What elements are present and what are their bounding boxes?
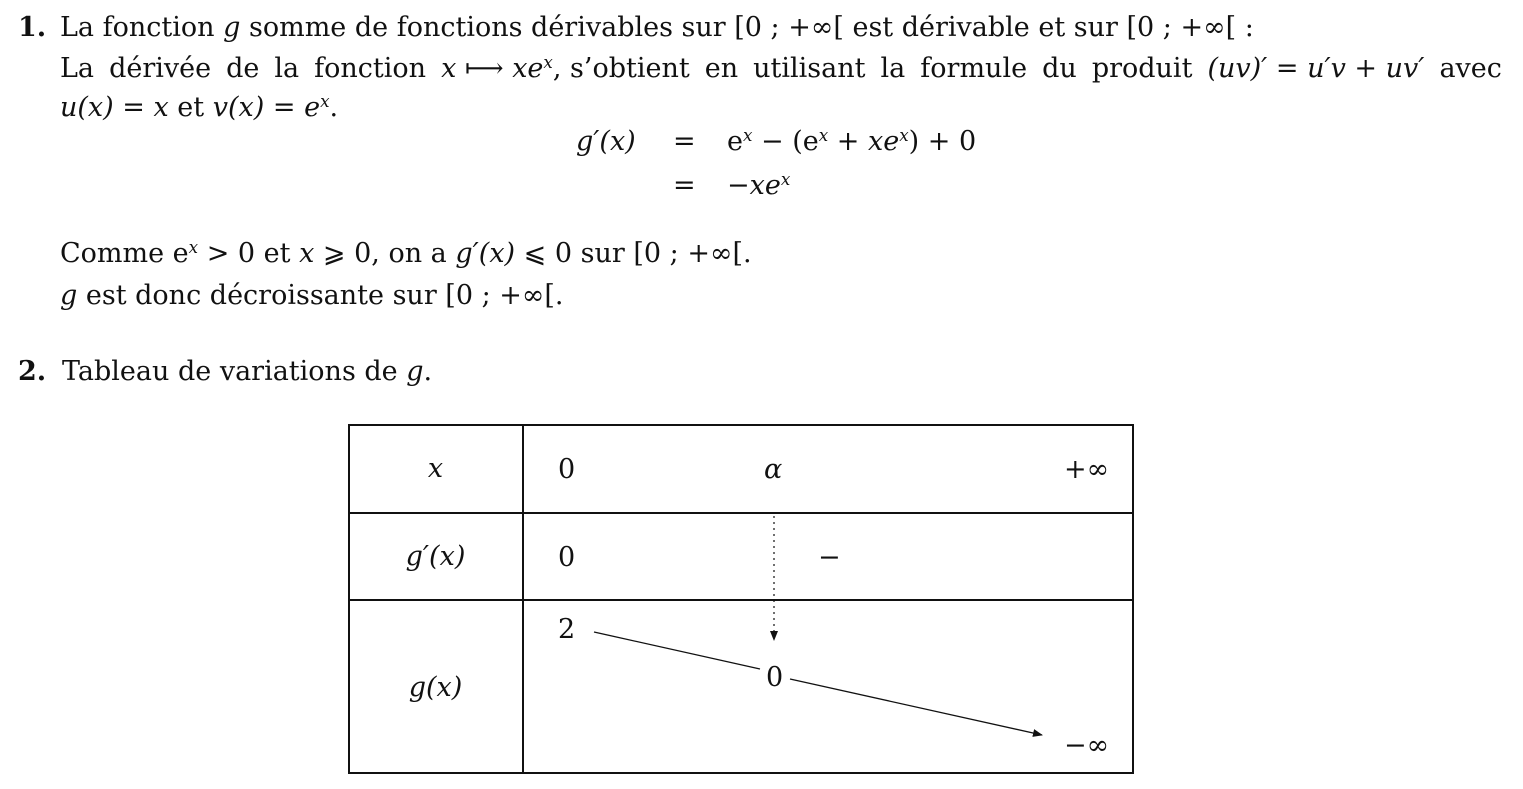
q1-line1: La fonction g somme de fonctions dérivables sur [0 ; +∞[ est dérivable et sur [0 ; +∞[ : [60, 12, 1254, 43]
q1-conclusion-1: Comme $e^x > 0$ et x ⩾ 0, on a g′(x) ⩽ 0 sur [0 ; +∞[. [60, 236, 752, 269]
x-value-zero: 0 [558, 454, 576, 485]
g-value-at-alpha: 0 [766, 662, 784, 693]
x-value-alpha: α [764, 454, 783, 485]
q1-conclusion-2: g est donc décroissante sur [0 ; +∞[. [60, 280, 564, 311]
q1-line2: La dérivée de la fonction x ⟼ $xe^x$, s’obtient en utilisant la formule du produit (uv)′ = u′v + uv′ avec [60, 51, 1502, 84]
header-x-label: x [427, 452, 444, 484]
question-2-number: 2. [18, 356, 47, 387]
equation-1-equals: = [673, 126, 696, 157]
decreasing-arrow-1 [594, 632, 760, 669]
derivative-sign: − [818, 542, 841, 573]
x-value-plus-infinity: +∞ [1064, 454, 1110, 485]
question-1-number: 1. [18, 12, 47, 43]
variation-arrows [348, 424, 1134, 774]
function-row-label: g(x) [408, 671, 463, 703]
derivative-row-label: g′(x) [405, 540, 466, 572]
g-limit-infinity: −∞ [1064, 730, 1110, 761]
variation-table [348, 424, 1134, 774]
g-value-at-zero: 2 [558, 614, 576, 645]
q2-text: Tableau de variations de g. [62, 356, 433, 387]
equation-2-rhs: $-xe^x$ [727, 168, 791, 201]
decreasing-arrow-2 [790, 679, 1042, 735]
equation-1-rhs: $e^x - (e^x + xe^x) + 0$ [727, 124, 977, 157]
derivative-zero: 0 [558, 542, 576, 573]
equation-2-equals: = [673, 170, 696, 201]
equation-1-lhs: g′(x) [576, 126, 636, 157]
q1-line3: u(x) = x et $v(x) = e^x$. [60, 90, 339, 123]
